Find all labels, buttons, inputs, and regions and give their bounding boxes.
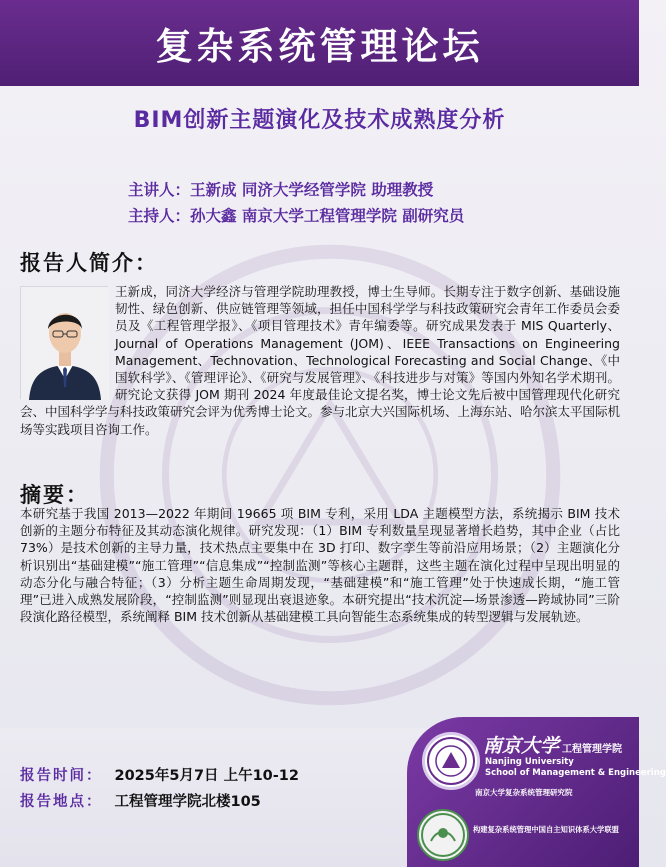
abstract-paragraph: 本研究基于我国 2013—2022 年期间 19665 项 BIM 专利，采用 LDA 主题模型方法，系统揭示 BIM 技术创新的主题分布特征及其动态演化规律。研究发现：（1）BIM 专利数量呈现显著增长趋势，其中企业（占比 73%）是技术创新的主导力量，技术热点主要集中在 3D 打印、数字孪生等前沿应用场景；（2）主题演化分析识别出“基础建模”“施工管理”“信息集成”“控制监测”等核心主题群，这些主题在演化过程中呈现出明显的动态分化与融合特征；（3）分析主题生命周期发现，“基础建模”和“施工管理”处于快速成长期，“施工管理”已进入成熟发展阶段，“控制监测”则显现出衰退迹象。本研究提出“技术沉淀—场景渗透—跨域协同”三阶段演化路径模型，系统阐释 BIM 技术创新从基础建模工具向智能生态系统集成的转型逻辑与发展轨迹。	[20, 506, 620, 625]
university-cn: 南京大学	[483, 735, 560, 757]
host-line: 主持人：孙大鑫 南京大学工程管理学院 副研究员	[128, 207, 465, 225]
time-label: 报告时间：	[20, 768, 103, 784]
photo-spacer	[20, 283, 115, 399]
talk-title: BIM创新主题演化及技术成熟度分析	[133, 108, 506, 133]
school-en: School of Management & Engineering	[485, 768, 666, 778]
speaker-line: 主讲人：王新成 同济大学经管学院 助理教授	[128, 181, 434, 199]
abstract-heading: 摘要：	[20, 483, 89, 507]
bio-heading: 报告人简介：	[20, 251, 158, 275]
place-value: 工程管理学院北楼105	[114, 794, 261, 810]
logo-cn-row	[483, 731, 622, 758]
alliance-seal-logo	[417, 809, 469, 861]
nju-seal-logo	[422, 732, 480, 790]
school-cn: 工程管理学院	[562, 744, 623, 755]
institute-name: 南京大学复杂系统管理研究院	[475, 788, 573, 797]
time-row	[20, 764, 299, 785]
forum-title: 复杂系统管理论坛	[155, 25, 484, 68]
place-row	[20, 790, 261, 811]
alliance-name: 构建复杂系统管理中国自主知识体系大学联盟	[473, 825, 619, 834]
logo-panel	[407, 717, 666, 867]
bio-text	[20, 283, 620, 438]
university-en: Nanjing University	[485, 757, 574, 767]
header-banner	[0, 0, 639, 86]
place-label: 报告地点：	[20, 794, 103, 810]
bio-paragraph: 王新成，同济大学经济与管理学院助理教授，博士生导师。长期专注于数字创新、基础设施韧性、绿色创新、供应链管理等领域，担任中国科学学与科技政策研究会青年工作委员会委员及《工程管理学报》、《项目管理技术》青年编委等。研究成果发表于 MIS Quarterly、Journal of Operations Management (JOM)、IEEE Transactions on Engineering Management、Technovation、Technological Forecasting and Social Change、《中国软科学》、《管理评论》、《研究与发展管理》、《科技进步与对策》等国内外知名学术期刊。研究论文获得 JOM 期刊 2024 年度最佳论文提名奖，博士论文先后被中国管理现代化研究会、中国科学学与科技政策研究会评为优秀博士论文。参与北京大兴国际机场、上海东站、哈尔滨太平国际机场等实践项目咨询工作。	[20, 284, 621, 437]
time-value: 2025年5月7日 上午10-12	[114, 768, 299, 784]
